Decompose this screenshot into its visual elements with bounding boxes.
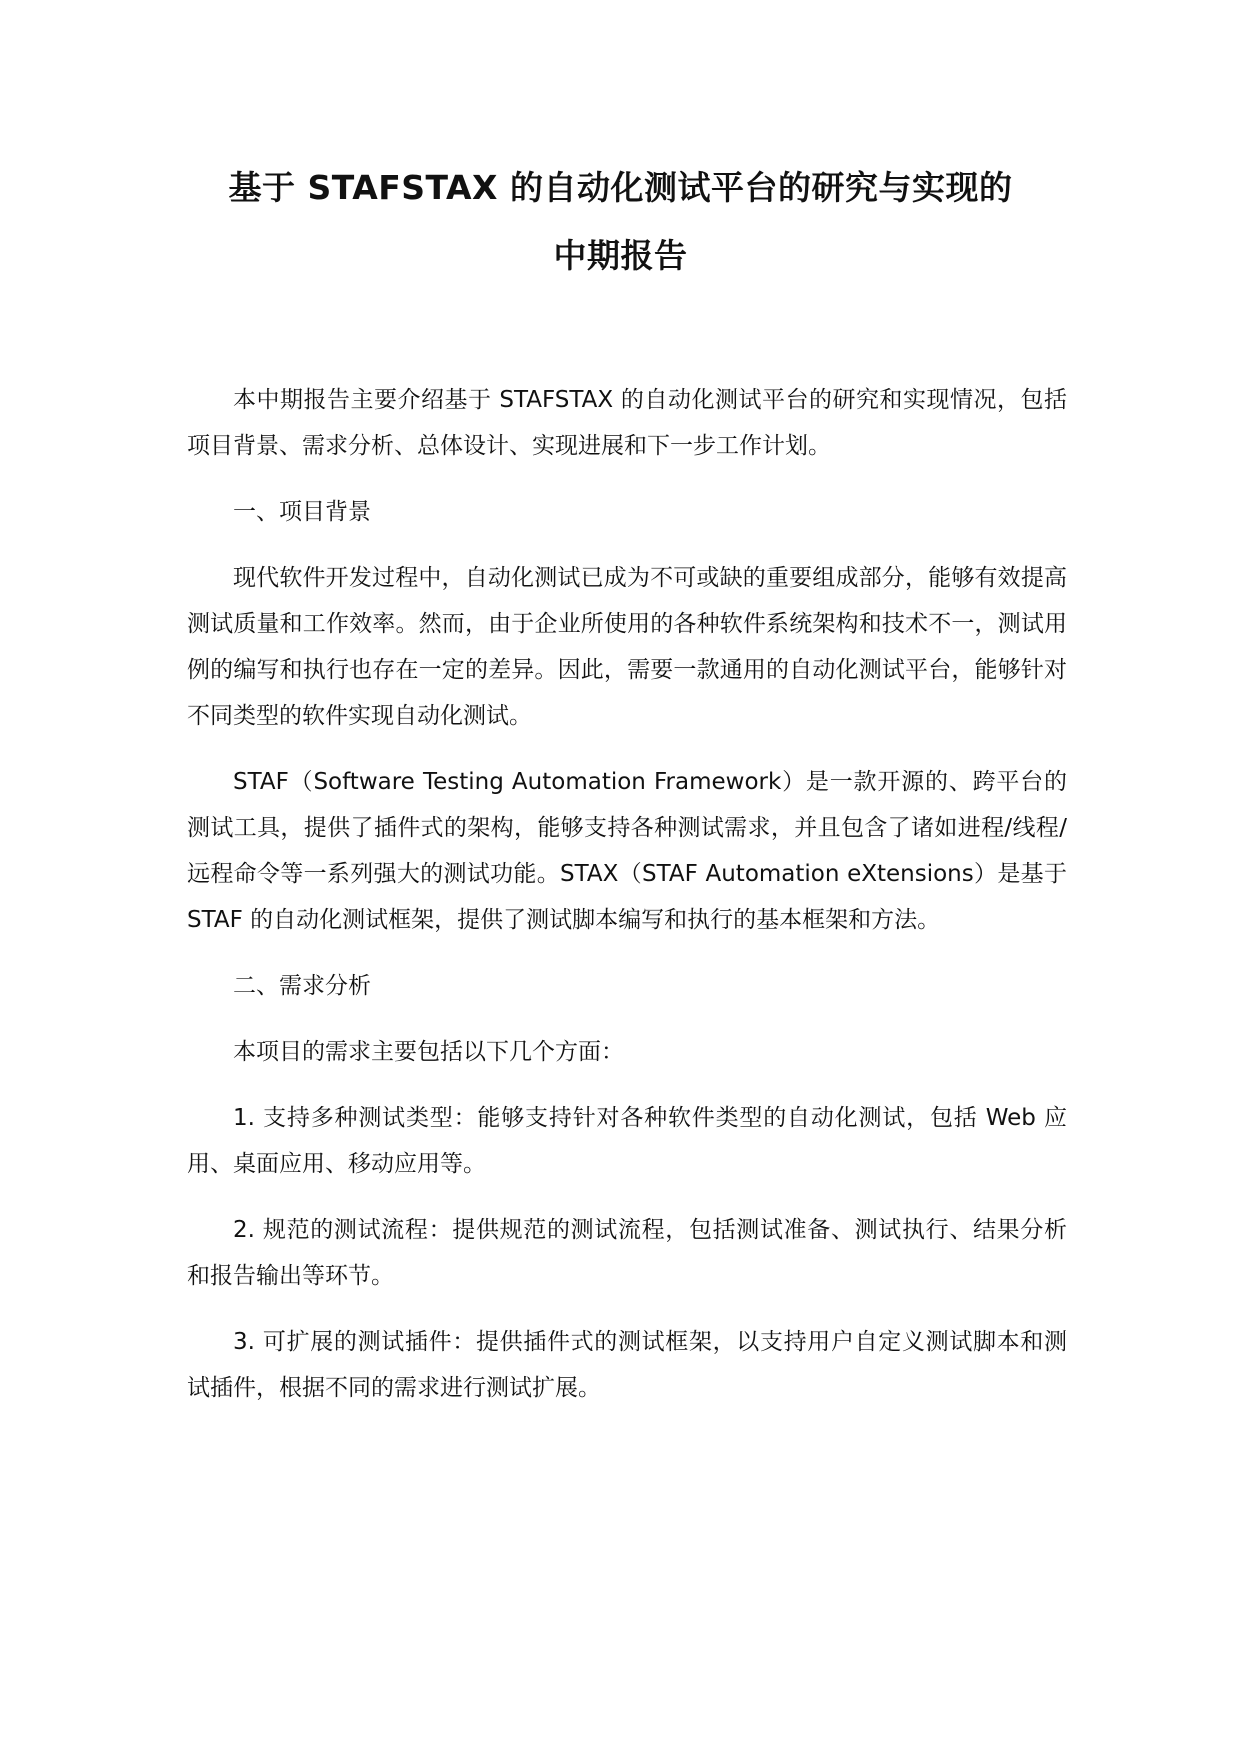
requirement-item-1: 1. 支持多种测试类型：能够支持针对各种软件类型的自动化测试，包括 Web 应用、桌面应用、移动应用等。 bbox=[187, 1105, 1067, 1177]
document-body bbox=[187, 377, 1067, 1431]
staf-paragraph: STAF（Software Testing Automation Framework）是一款开源的、跨平台的测试工具，提供了插件式的架构，能够支持各种测试需求，并且包含了诸如进程/线程/远程命令等一系列强大的测试功能。STAX（STAF Automation eXtensions）是基于 STAF 的自动化测试框架，提供了测试脚本编写和执行的基本框架和方法。 bbox=[187, 769, 1067, 933]
section-heading-requirements: 二、需求分析 bbox=[233, 973, 371, 999]
title-line-1: 基于 STAFSTAX 的自动化测试平台的研究与实现的 bbox=[228, 168, 1013, 207]
requirement-item-3: 3. 可扩展的测试插件：提供插件式的测试框架，以支持用户自定义测试脚本和测试插件，根据不同的需求进行测试扩展。 bbox=[187, 1329, 1067, 1401]
title-line-2: 中期报告 bbox=[553, 236, 688, 275]
requirements-intro-paragraph: 本项目的需求主要包括以下几个方面： bbox=[233, 1039, 624, 1065]
requirement-item-2: 2. 规范的测试流程：提供规范的测试流程，包括测试准备、测试执行、结果分析和报告输出等环节。 bbox=[187, 1217, 1067, 1289]
intro-paragraph: 本中期报告主要介绍基于 STAFSTAX 的自动化测试平台的研究和实现情况，包括项目背景、需求分析、总体设计、实现进展和下一步工作计划。 bbox=[187, 387, 1067, 459]
section-heading-background: 一、项目背景 bbox=[233, 499, 371, 525]
background-paragraph: 现代软件开发过程中，自动化测试已成为不可或缺的重要组成部分，能够有效提高测试质量和工作效率。然而，由于企业所使用的各种软件系统架构和技术不一，测试用例的编写和执行也存在一定的差异。因此，需要一款通用的自动化测试平台，能够针对不同类型的软件实现自动化测试。 bbox=[187, 565, 1067, 729]
document-title bbox=[150, 168, 1091, 276]
